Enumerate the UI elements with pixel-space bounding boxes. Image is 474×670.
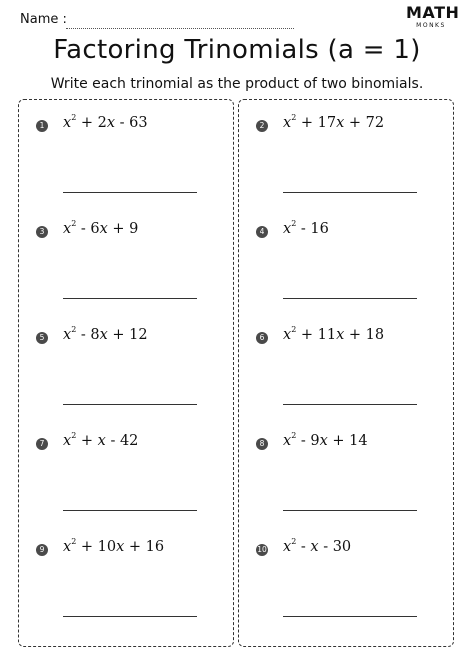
problem-number-badge: 4 [256,226,268,238]
problem-number-badge: 10 [257,545,267,554]
trinomial-expression: $x^2 + 17x + 72$ [283,113,385,131]
problem-5 [19,312,235,418]
answer-line[interactable] [63,616,197,617]
answer-line[interactable] [283,510,417,511]
trinomial-expression: $x^2 + x - 42$ [63,431,139,449]
answer-line[interactable] [63,510,197,511]
problem-4 [239,206,455,312]
answer-line[interactable] [283,404,417,405]
trinomial-expression: $x^2$ - x - 30 [283,537,352,555]
answer-line[interactable] [63,192,197,193]
problem-number-badge: 3 [36,226,48,238]
right-column [238,99,454,647]
problem-7 [19,418,235,524]
trinomial-expression: $x^2 - 8x + 12$ [63,325,148,343]
problem-number-badge: 6 [256,332,268,344]
problem-number-badge: 8 [256,438,268,450]
answer-line[interactable] [63,298,197,299]
problem-number-badge: 1 [36,120,48,132]
problem-number-badge: 2 [256,120,268,132]
worksheet-title: Factoring Trinomials (a = 1) [53,35,421,65]
trinomial-expression: $x^2 + 2x - 63$ [63,113,148,131]
math-monks-logo [406,3,460,30]
answer-line[interactable] [283,298,417,299]
answer-line[interactable] [283,616,417,617]
problem-2 [239,100,455,206]
problem-6 [239,312,455,418]
name-label: Name : [20,12,67,27]
problem-number-badge: 5 [36,332,48,344]
answer-line[interactable] [63,404,197,405]
problem-number-badge: 9 [36,544,48,556]
name-field[interactable] [66,28,294,29]
trinomial-expression: $x^2 - 9x + 14$ [283,431,368,449]
problem-8 [239,418,455,524]
left-column [18,99,234,647]
problem-1 [19,100,235,206]
answer-line[interactable] [283,192,417,193]
problem-number-badge: 7 [36,438,48,450]
worksheet-instructions: Write each trinomial as the product of two binomials. [50,76,424,92]
logo-main-text: MATH [406,3,460,22]
problem-9 [19,524,235,630]
problem-10 [239,524,455,630]
trinomial-expression: $x^2 + 11x + 18$ [283,325,385,343]
problem-3 [19,206,235,312]
trinomial-expression: $x^2 + 10x + 16$ [63,537,165,555]
trinomial-expression: $x^2 - 6x + 9$ [63,219,139,237]
logo-sub-text: MONKS [416,22,446,29]
trinomial-expression: $x^2 - 16$ [283,219,329,237]
